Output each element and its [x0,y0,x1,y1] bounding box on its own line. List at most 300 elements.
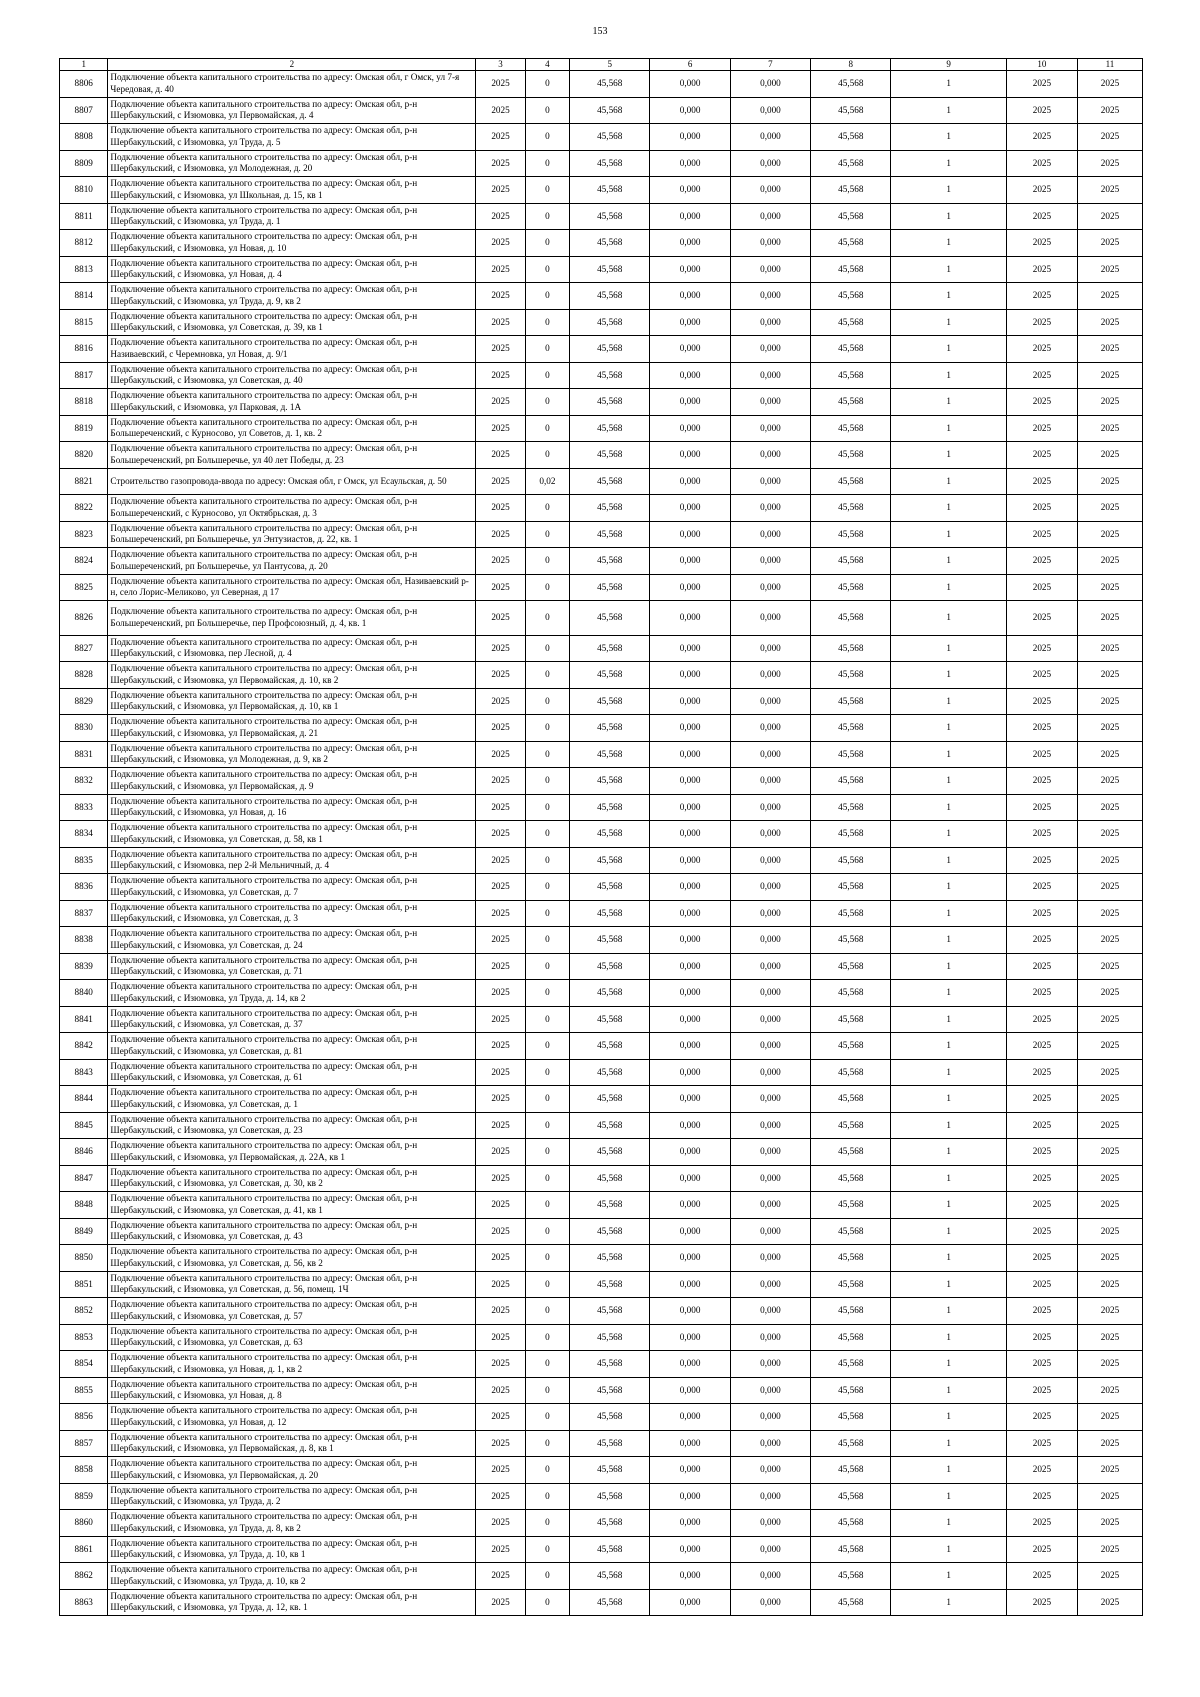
cost-col-8: 45,568 [811,574,891,601]
cost-total: 45,568 [570,1563,650,1590]
year-col-11: 2025 [1077,521,1142,548]
year-start: 2025 [476,309,525,336]
count-value: 1 [891,71,1006,98]
cost-col-7: 0,000 [730,1457,810,1484]
cost-col-6: 0,000 [650,768,730,795]
cost-total: 45,568 [570,1086,650,1113]
cost-col-6: 0,000 [650,1536,730,1563]
year-col-10: 2025 [1006,1298,1077,1325]
cost-total: 45,568 [570,256,650,283]
cost-col-8: 45,568 [811,980,891,1007]
cost-col-7: 0,000 [730,468,810,495]
row-number: 8826 [60,601,108,636]
cost-col-8: 45,568 [811,1245,891,1272]
count-value: 1 [891,1245,1006,1272]
cost-total: 45,568 [570,768,650,795]
cost-col-8: 45,568 [811,1377,891,1404]
count-value: 1 [891,768,1006,795]
cost-col-8: 45,568 [811,256,891,283]
cost-col-8: 45,568 [811,442,891,469]
year-col-11: 2025 [1077,1457,1142,1484]
year-col-10: 2025 [1006,336,1077,363]
object-description: Подключение объекта капитального строительства по адресу: Омская обл, р-н Шербакульский, с Изюмовка, ул Советская, д. 39, кв 1 [108,309,476,336]
cost-col-8: 45,568 [811,230,891,257]
count-value: 1 [891,1324,1006,1351]
object-description: Подключение объекта капитального строительства по адресу: Омская обл, р-н Большереченский, рп Большеречье, ул 40 лет Победы, д. 23 [108,442,476,469]
cost-col-8: 45,568 [811,1483,891,1510]
table-row [60,1563,1143,1590]
table-row [60,768,1143,795]
count-value: 1 [891,927,1006,954]
count-value: 1 [891,601,1006,636]
year-start: 2025 [476,1563,525,1590]
cost-total: 45,568 [570,309,650,336]
cost-col-8: 45,568 [811,1404,891,1431]
table-row [60,953,1143,980]
object-description: Подключение объекта капитального строительства по адресу: Омская обл, р-н Шербакульский, с Изюмовка, ул Советская, д. 57 [108,1298,476,1325]
cost-col-8: 45,568 [811,548,891,575]
header-cell: 2 [108,59,476,71]
cost-col-7: 0,000 [730,495,810,522]
table-row [60,1536,1143,1563]
year-col-11: 2025 [1077,927,1142,954]
length-value: 0 [525,1404,569,1431]
table-row [60,574,1143,601]
row-number: 8820 [60,442,108,469]
table-row [60,715,1143,742]
cost-col-6: 0,000 [650,230,730,257]
cost-col-8: 45,568 [811,1430,891,1457]
year-start: 2025 [476,1510,525,1537]
year-col-11: 2025 [1077,715,1142,742]
length-value: 0 [525,177,569,204]
table-row [60,601,1143,636]
cost-col-7: 0,000 [730,821,810,848]
object-description: Подключение объекта капитального строительства по адресу: Омская обл, р-н Шербакульский, с Изюмовка, ул Парковая, д. 1А [108,389,476,416]
year-col-11: 2025 [1077,874,1142,901]
cost-total: 45,568 [570,1457,650,1484]
cost-total: 45,568 [570,1483,650,1510]
length-value: 0 [525,495,569,522]
header-cell: 4 [525,59,569,71]
row-number: 8816 [60,336,108,363]
cost-col-8: 45,568 [811,177,891,204]
year-col-11: 2025 [1077,688,1142,715]
table-row [60,821,1143,848]
cost-col-8: 45,568 [811,1298,891,1325]
cost-col-6: 0,000 [650,1563,730,1590]
cost-col-6: 0,000 [650,283,730,310]
year-col-11: 2025 [1077,1510,1142,1537]
length-value: 0 [525,124,569,151]
year-col-10: 2025 [1006,389,1077,416]
cost-col-6: 0,000 [650,574,730,601]
row-number: 8857 [60,1430,108,1457]
length-value: 0 [525,1139,569,1166]
year-col-10: 2025 [1006,150,1077,177]
row-number: 8822 [60,495,108,522]
year-col-11: 2025 [1077,900,1142,927]
year-col-11: 2025 [1077,1377,1142,1404]
count-value: 1 [891,1165,1006,1192]
row-number: 8832 [60,768,108,795]
table-row [60,1589,1143,1616]
year-start: 2025 [476,821,525,848]
length-value: 0 [525,1059,569,1086]
year-col-10: 2025 [1006,548,1077,575]
object-description: Подключение объекта капитального строительства по адресу: Омская обл, р-н Шербакульский, с Изюмовка, ул Советская, д. 58, кв 1 [108,821,476,848]
cost-total: 45,568 [570,1430,650,1457]
cost-col-8: 45,568 [811,336,891,363]
cost-total: 45,568 [570,521,650,548]
cost-col-6: 0,000 [650,97,730,124]
cost-col-7: 0,000 [730,1245,810,1272]
year-start: 2025 [476,71,525,98]
length-value: 0 [525,442,569,469]
cost-col-7: 0,000 [730,1536,810,1563]
cost-col-6: 0,000 [650,362,730,389]
header-cell: 10 [1006,59,1077,71]
year-col-10: 2025 [1006,1483,1077,1510]
cost-col-8: 45,568 [811,1165,891,1192]
object-description: Подключение объекта капитального строительства по адресу: Омская обл, р-н Називаевский, с Черемновка, ул Новая, д. 9/1 [108,336,476,363]
row-number: 8821 [60,468,108,495]
header-cell: 6 [650,59,730,71]
cost-col-7: 0,000 [730,97,810,124]
object-description: Подключение объекта капитального строительства по адресу: Омская обл, р-н Шербакульский, с Изюмовка, ул Труда, д. 10, кв 2 [108,1563,476,1590]
object-description: Подключение объекта капитального строительства по адресу: Омская обл, р-н Шербакульский, с Изюмовка, ул Советская, д. 40 [108,362,476,389]
year-start: 2025 [476,874,525,901]
table-row [60,71,1143,98]
object-description: Подключение объекта капитального строительства по адресу: Омская обл, р-н Шербакульский, с Изюмовка, ул Труда, д. 12, кв. 1 [108,1589,476,1616]
cost-col-6: 0,000 [650,1377,730,1404]
table-row [60,1430,1143,1457]
cost-col-6: 0,000 [650,1139,730,1166]
cost-total: 45,568 [570,71,650,98]
year-start: 2025 [476,601,525,636]
cost-col-6: 0,000 [650,442,730,469]
cost-col-8: 45,568 [811,124,891,151]
year-col-11: 2025 [1077,1324,1142,1351]
year-col-10: 2025 [1006,927,1077,954]
year-start: 2025 [476,1377,525,1404]
year-col-10: 2025 [1006,662,1077,689]
row-number: 8850 [60,1245,108,1272]
length-value: 0 [525,635,569,662]
year-start: 2025 [476,389,525,416]
cost-col-7: 0,000 [730,1086,810,1113]
table-row [60,1192,1143,1219]
cost-total: 45,568 [570,715,650,742]
table-row [60,1351,1143,1378]
cost-col-8: 45,568 [811,71,891,98]
cost-col-7: 0,000 [730,521,810,548]
year-col-11: 2025 [1077,1218,1142,1245]
cost-col-6: 0,000 [650,741,730,768]
table-row [60,150,1143,177]
cost-total: 45,568 [570,688,650,715]
year-col-11: 2025 [1077,150,1142,177]
cost-col-6: 0,000 [650,309,730,336]
header-cell: 3 [476,59,525,71]
year-start: 2025 [476,1165,525,1192]
table-row [60,847,1143,874]
year-col-10: 2025 [1006,601,1077,636]
cost-col-7: 0,000 [730,635,810,662]
object-description: Подключение объекта капитального строительства по адресу: Омская обл, р-н Шербакульский, с Изюмовка, ул Труда, д. 8, кв 2 [108,1510,476,1537]
cost-col-8: 45,568 [811,1112,891,1139]
table-row [60,256,1143,283]
year-start: 2025 [476,124,525,151]
object-description: Подключение объекта капитального строительства по адресу: Омская обл, р-н Шербакульский, с Изюмовка, ул Труда, д. 9, кв 2 [108,283,476,310]
year-start: 2025 [476,900,525,927]
object-description: Подключение объекта капитального строительства по адресу: Омская обл, р-н Шербакульский, с Изюмовка, ул Советская, д. 56, помещ. 1Ч [108,1271,476,1298]
cost-total: 45,568 [570,874,650,901]
year-col-11: 2025 [1077,1086,1142,1113]
length-value: 0 [525,1536,569,1563]
count-value: 1 [891,953,1006,980]
cost-col-7: 0,000 [730,874,810,901]
cost-col-7: 0,000 [730,1139,810,1166]
cost-col-8: 45,568 [811,203,891,230]
table-row [60,1245,1143,1272]
cost-col-6: 0,000 [650,874,730,901]
cost-col-7: 0,000 [730,927,810,954]
cost-col-6: 0,000 [650,601,730,636]
cost-col-6: 0,000 [650,1112,730,1139]
year-col-10: 2025 [1006,177,1077,204]
cost-total: 45,568 [570,150,650,177]
table-row [60,1457,1143,1484]
length-value: 0 [525,1483,569,1510]
cost-col-8: 45,568 [811,927,891,954]
cost-col-6: 0,000 [650,980,730,1007]
cost-col-8: 45,568 [811,741,891,768]
year-col-11: 2025 [1077,847,1142,874]
cost-col-6: 0,000 [650,1324,730,1351]
cost-total: 45,568 [570,1536,650,1563]
year-col-10: 2025 [1006,953,1077,980]
row-number: 8814 [60,283,108,310]
cost-col-7: 0,000 [730,715,810,742]
cost-col-7: 0,000 [730,203,810,230]
cost-col-8: 45,568 [811,874,891,901]
length-value: 0 [525,821,569,848]
year-start: 2025 [476,715,525,742]
row-number: 8831 [60,741,108,768]
cost-col-7: 0,000 [730,362,810,389]
count-value: 1 [891,821,1006,848]
year-start: 2025 [476,1218,525,1245]
cost-col-6: 0,000 [650,794,730,821]
year-start: 2025 [476,468,525,495]
object-description: Подключение объекта капитального строительства по адресу: Омская обл, р-н Шербакульский, с Изюмовка, ул Советская, д. 71 [108,953,476,980]
cost-col-7: 0,000 [730,1563,810,1590]
count-value: 1 [891,1271,1006,1298]
cost-col-8: 45,568 [811,389,891,416]
object-description: Подключение объекта капитального строительства по адресу: Омская обл, р-н Шербакульский, с Изюмовка, ул Новая, д. 8 [108,1377,476,1404]
length-value: 0 [525,150,569,177]
count-value: 1 [891,362,1006,389]
row-number: 8841 [60,1006,108,1033]
length-value: 0 [525,97,569,124]
year-col-10: 2025 [1006,688,1077,715]
row-number: 8823 [60,521,108,548]
count-value: 1 [891,468,1006,495]
row-number: 8809 [60,150,108,177]
cost-col-6: 0,000 [650,1033,730,1060]
object-description: Подключение объекта капитального строительства по адресу: Омская обл, р-н Шербакульский, с Изюмовка, ул Первомайская, д. 22А, кв 1 [108,1139,476,1166]
year-col-10: 2025 [1006,1112,1077,1139]
year-col-10: 2025 [1006,768,1077,795]
cost-col-6: 0,000 [650,1510,730,1537]
count-value: 1 [891,980,1006,1007]
year-start: 2025 [476,1059,525,1086]
object-description: Подключение объекта капитального строительства по адресу: Омская обл, р-н Шербакульский, с Изюмовка, ул Новая, д. 10 [108,230,476,257]
cost-col-6: 0,000 [650,1165,730,1192]
cost-col-8: 45,568 [811,1536,891,1563]
row-number: 8845 [60,1112,108,1139]
year-col-11: 2025 [1077,980,1142,1007]
object-description: Подключение объекта капитального строительства по адресу: Омская обл, р-н Шербакульский, с Изюмовка, ул Труда, д. 1 [108,203,476,230]
cost-col-7: 0,000 [730,794,810,821]
cost-total: 45,568 [570,230,650,257]
row-number: 8806 [60,71,108,98]
length-value: 0 [525,362,569,389]
count-value: 1 [891,97,1006,124]
cost-col-8: 45,568 [811,662,891,689]
count-value: 1 [891,1218,1006,1245]
year-col-11: 2025 [1077,1245,1142,1272]
cost-col-7: 0,000 [730,768,810,795]
length-value: 0 [525,574,569,601]
object-description: Подключение объекта капитального строительства по адресу: Омская обл, Називаевский р-н, село Лорис-Меликово, ул Северная, д 17 [108,574,476,601]
cost-col-6: 0,000 [650,415,730,442]
count-value: 1 [891,283,1006,310]
length-value: 0 [525,521,569,548]
object-description: Подключение объекта капитального строительства по адресу: Омская обл, р-н Шербакульский, с Изюмовка, ул Советская, д. 24 [108,927,476,954]
year-start: 2025 [476,927,525,954]
year-start: 2025 [476,97,525,124]
year-col-10: 2025 [1006,1589,1077,1616]
cost-col-7: 0,000 [730,389,810,416]
year-col-10: 2025 [1006,203,1077,230]
object-description: Подключение объекта капитального строительства по адресу: Омская обл, р-н Шербакульский, с Изюмовка, ул Советская, д. 1 [108,1086,476,1113]
year-col-11: 2025 [1077,1483,1142,1510]
cost-col-6: 0,000 [650,468,730,495]
cost-col-7: 0,000 [730,1112,810,1139]
cost-col-8: 45,568 [811,1139,891,1166]
object-description: Подключение объекта капитального строительства по адресу: Омская обл, р-н Шербакульский, с Изюмовка, ул Труда, д. 2 [108,1483,476,1510]
year-start: 2025 [476,1430,525,1457]
year-start: 2025 [476,150,525,177]
cost-col-7: 0,000 [730,847,810,874]
cost-col-8: 45,568 [811,768,891,795]
row-number: 8852 [60,1298,108,1325]
cost-col-7: 0,000 [730,953,810,980]
year-start: 2025 [476,362,525,389]
row-number: 8824 [60,548,108,575]
cost-col-7: 0,000 [730,1165,810,1192]
year-start: 2025 [476,256,525,283]
object-description: Подключение объекта капитального строительства по адресу: Омская обл, р-н Шербакульский, с Изюмовка, ул Школьная, д. 15, кв 1 [108,177,476,204]
cost-total: 45,568 [570,1059,650,1086]
header-row [60,59,1143,71]
cost-total: 45,568 [570,415,650,442]
year-col-11: 2025 [1077,71,1142,98]
object-description: Подключение объекта капитального строительства по адресу: Омская обл, р-н Большереченский, с Курносово, ул Советов, д. 1, кв. 2 [108,415,476,442]
table-row [60,1139,1143,1166]
cost-col-6: 0,000 [650,688,730,715]
cost-total: 45,568 [570,601,650,636]
year-col-10: 2025 [1006,256,1077,283]
row-number: 8846 [60,1139,108,1166]
row-number: 8827 [60,635,108,662]
header-cell: 1 [60,59,108,71]
row-number: 8838 [60,927,108,954]
object-description: Подключение объекта капитального строительства по адресу: Омская обл, р-н Шербакульский, с Изюмовка, ул Советская, д. 7 [108,874,476,901]
cost-col-7: 0,000 [730,1483,810,1510]
length-value: 0 [525,601,569,636]
cost-total: 45,568 [570,900,650,927]
table-row [60,283,1143,310]
row-number: 8854 [60,1351,108,1378]
table-row [60,1165,1143,1192]
object-description: Подключение объекта капитального строительства по адресу: Омская обл, р-н Шербакульский, с Изюмовка, пер Лесной, д. 4 [108,635,476,662]
cost-col-6: 0,000 [650,1457,730,1484]
cost-total: 45,568 [570,847,650,874]
object-description: Подключение объекта капитального строительства по адресу: Омская обл, р-н Большереченский, рп Большеречье, ул Энтузиастов, д. 22, кв. 1 [108,521,476,548]
count-value: 1 [891,1536,1006,1563]
year-start: 2025 [476,1351,525,1378]
row-number: 8835 [60,847,108,874]
row-number: 8811 [60,203,108,230]
year-start: 2025 [476,1192,525,1219]
length-value: 0 [525,336,569,363]
object-description: Подключение объекта капитального строительства по адресу: Омская обл, р-н Шербакульский, с Изюмовка, ул Новая, д. 1, кв 2 [108,1351,476,1378]
cost-col-6: 0,000 [650,1218,730,1245]
year-col-11: 2025 [1077,548,1142,575]
cost-col-8: 45,568 [811,97,891,124]
cost-total: 45,568 [570,468,650,495]
year-col-11: 2025 [1077,177,1142,204]
row-number: 8829 [60,688,108,715]
length-value: 0 [525,1377,569,1404]
cost-col-8: 45,568 [811,715,891,742]
cost-col-8: 45,568 [811,362,891,389]
year-start: 2025 [476,1483,525,1510]
length-value: 0 [525,1245,569,1272]
length-value: 0 [525,1192,569,1219]
cost-col-6: 0,000 [650,900,730,927]
cost-col-6: 0,000 [650,1192,730,1219]
object-description: Подключение объекта капитального строительства по адресу: Омская обл, р-н Шербакульский, с Изюмовка, ул Новая, д. 12 [108,1404,476,1431]
object-description: Подключение объекта капитального строительства по адресу: Омская обл, р-н Шербакульский, с Изюмовка, ул Новая, д. 4 [108,256,476,283]
cost-total: 45,568 [570,389,650,416]
cost-total: 45,568 [570,1351,650,1378]
row-number: 8819 [60,415,108,442]
table-row [60,442,1143,469]
count-value: 1 [891,415,1006,442]
count-value: 1 [891,309,1006,336]
year-col-10: 2025 [1006,847,1077,874]
cost-total: 45,568 [570,1510,650,1537]
cost-col-6: 0,000 [650,71,730,98]
table-row [60,1218,1143,1245]
object-description: Подключение объекта капитального строительства по адресу: Омская обл, р-н Шербакульский, с Изюмовка, ул Труда, д. 10, кв 1 [108,1536,476,1563]
header-cell: 5 [570,59,650,71]
cost-total: 45,568 [570,1404,650,1431]
